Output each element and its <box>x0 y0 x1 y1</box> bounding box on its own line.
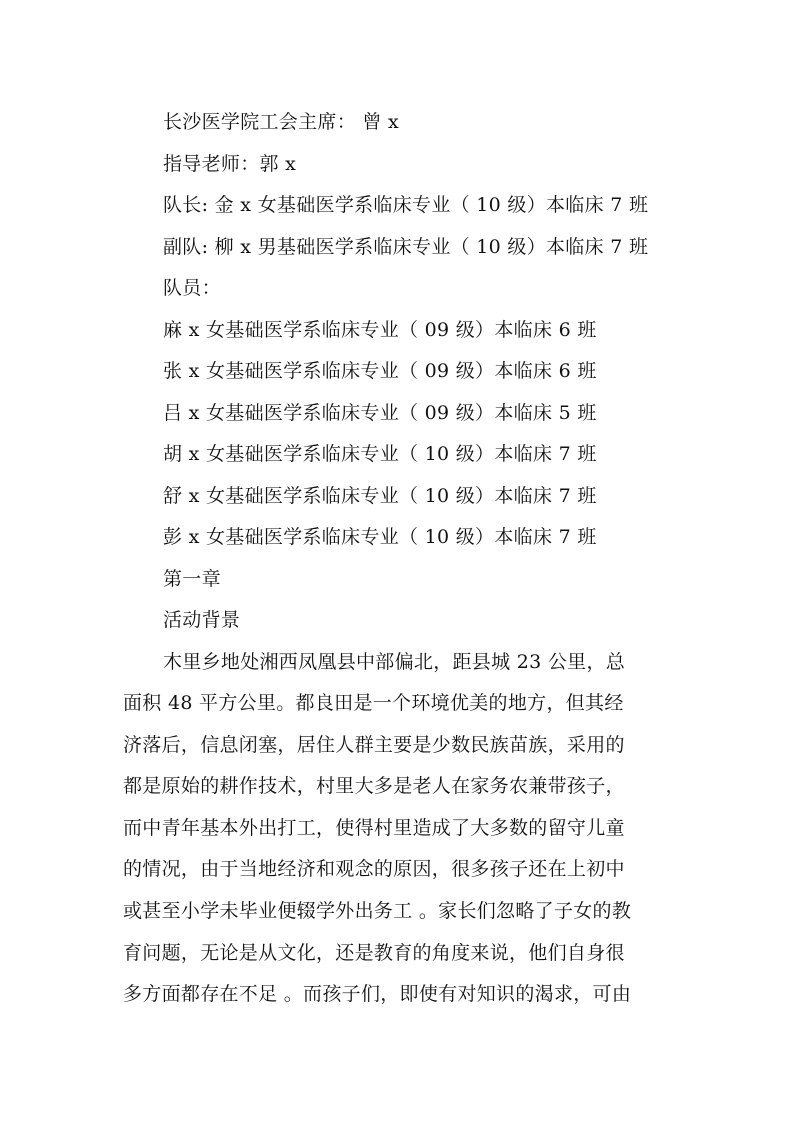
paragraph-line: 都是原始的耕作技术，村里大多是老人在家务农兼带孩子， <box>123 775 625 798</box>
member-line: 彭 x 女基础医学系临床专业（ 10 级）本临床 7 班 <box>163 526 597 548</box>
paragraph-line: 而中青年基本外出打工，使得村里造成了大多数的留守儿童 <box>123 816 625 839</box>
paragraph-line: 面积 48 平方公里。都良田是一个环境优美的地方，但其经 <box>123 692 624 715</box>
member-line: 胡 x 女基础医学系临床专业（ 10 级）本临床 7 班 <box>163 443 597 465</box>
chapter-heading: 第一章 <box>163 567 221 590</box>
member-line: 张 x 女基础医学系临床专业（ 09 级）本临床 6 班 <box>163 360 597 382</box>
member-line: 麻 x 女基础医学系临床专业（ 09 级）本临床 6 班 <box>163 318 597 341</box>
captain-line: 队长: 金 x 女基础医学系临床专业（ 10 级）本临床 7 班 <box>163 194 649 216</box>
paragraph-line: 济落后，信息闭塞，居住人群主要是少数民族苗族，采用的 <box>123 733 625 756</box>
advisor-line: 指导老师：郭 x <box>163 152 297 175</box>
paragraph-line: 的情况，由于当地经济和观念的原因，很多孩子还在上初中 <box>123 858 625 881</box>
member-line: 吕 x 女基础医学系临床专业（ 09 级）本临床 5 班 <box>163 401 597 424</box>
vice-captain-line: 副队: 柳 x 男基础医学系临床专业（ 10 级）本临床 7 班 <box>163 235 649 258</box>
background-paragraph <box>123 642 684 1016</box>
paragraph-line: 多方面都存在不足 。而孩子们，即使有对知识的渴求，可由 <box>123 983 632 1006</box>
members-label: 队员： <box>163 277 221 299</box>
paragraph-line: 育问题，无论是从文化，还是教育的角度来说，他们自身很 <box>123 941 625 964</box>
section-heading: 活动背景 <box>163 609 241 631</box>
member-line: 舒 x 女基础医学系临床专业（ 10 级）本临床 7 班 <box>163 484 597 507</box>
union-chair-line: 长沙医学院工会主席： 曾 x <box>163 111 399 133</box>
paragraph-line: 或甚至小学未毕业便辍学外出务工 。家长们忽略了子女的教 <box>123 900 632 923</box>
paragraph-line: 木里乡地处湘西凤凰县中部偏北，距县城 23 公里，总 <box>163 650 626 673</box>
